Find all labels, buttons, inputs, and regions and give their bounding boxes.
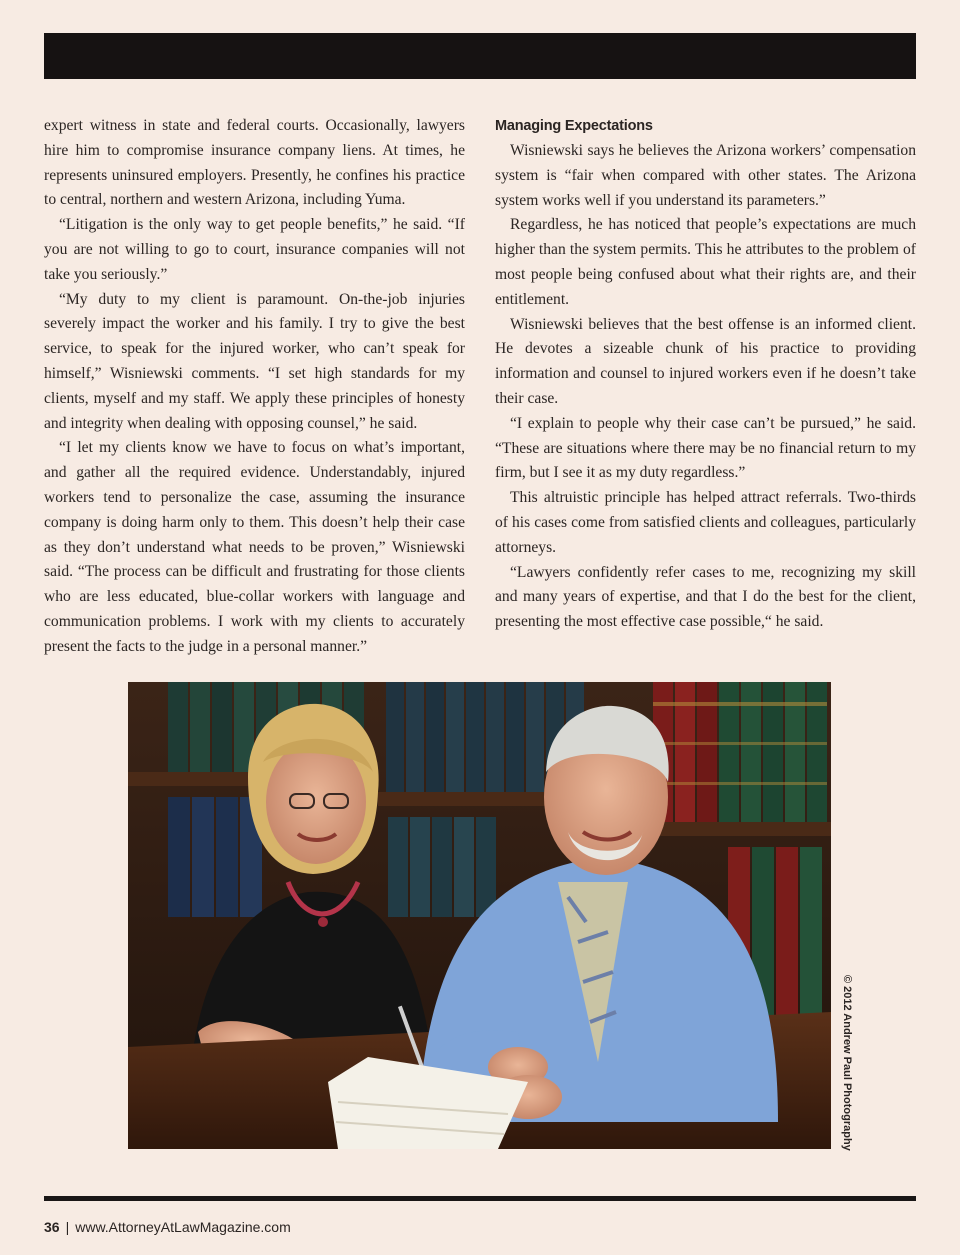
body-paragraph: “I let my clients know we have to focus on what’s important, and gather all the required evidence. Understandably, injured workers tend to personalize the case, assuming the insurance company is doing harm only to them. This doesn’t help their case as they don’t understand what needs to be proven,” Wisniewski said. “The process can be difficult and frustrating for those clients who are less educated, blue-collar workers with language and communication problems. I work with my clients to accurately present the facts to the judge in a personal manner.” <box>44 439 465 655</box>
photo-credit-text: © 2012 Andrew Paul Photography <box>841 975 853 1151</box>
portrait-photo <box>128 682 831 1149</box>
body-paragraph: “Lawyers confidently refer cases to me, recognizing my skill and many years of expertise, and that I do the best for the client, presenting the most effective case possible,“ he said. <box>495 563 916 631</box>
left-column <box>44 114 465 660</box>
right-column <box>495 114 916 635</box>
section-heading: Managing Expectations <box>495 118 653 134</box>
footer-rule <box>44 1196 916 1201</box>
photo-credit <box>841 975 861 1155</box>
body-paragraph: expert witness in state and federal courts. Occasionally, lawyers hire him to compromise insurance company liens. At times, he represents uninsured employers. Presently, he confines his practice to central, northern and western Arizona, including Yuma. <box>44 117 465 209</box>
page-number: 36 <box>44 1219 60 1235</box>
footer-separator: | <box>65 1219 70 1235</box>
body-paragraph: “Litigation is the only way to get people benefits,” he said. “If you are not willing to go to court, insurance companies will not take you seriously.” <box>44 216 465 283</box>
body-paragraph: Wisniewski says he believes the Arizona workers’ compensation system is “fair when compared with other states. The Arizona system works well if you understand its parameters.” <box>495 142 916 209</box>
website-link[interactable]: www.AttorneyAtLawMagazine.com <box>75 1219 291 1235</box>
body-paragraph: “My duty to my client is paramount. On-the-job injuries severely impact the worker and his family. I try to give the best service, to speak for the injured worker, who can’t speak for himself,” Wisniewski comments. “I set high standards for my clients, myself and my staff. We apply these principles of honesty and integrity when dealing with opposing counsel,” he said. <box>44 290 465 432</box>
footer <box>44 1219 291 1235</box>
portrait-illustration <box>128 682 831 1149</box>
body-paragraph: “I explain to people why their case can’t be pursued,” he said. “These are situations where there may be no financial return to my firm, but I see it as my duty regardless.” <box>495 414 916 482</box>
body-paragraph: This altruistic principle has helped attract referrals. Two-thirds of his cases come from satisfied clients and colleagues, particularly attorneys. <box>495 489 916 556</box>
body-paragraph: Regardless, he has noticed that people’s expectations are much higher than the system permits. This he attributes to the problem of most people being confused about what their rights are, and their entitlement. <box>495 216 916 308</box>
body-paragraph: Wisniewski believes that the best offense is an informed client. He devotes a sizeable chunk of his practice to providing information and counsel to injured workers even if he doesn’t take their case. <box>495 315 916 407</box>
header-bar <box>44 33 916 79</box>
